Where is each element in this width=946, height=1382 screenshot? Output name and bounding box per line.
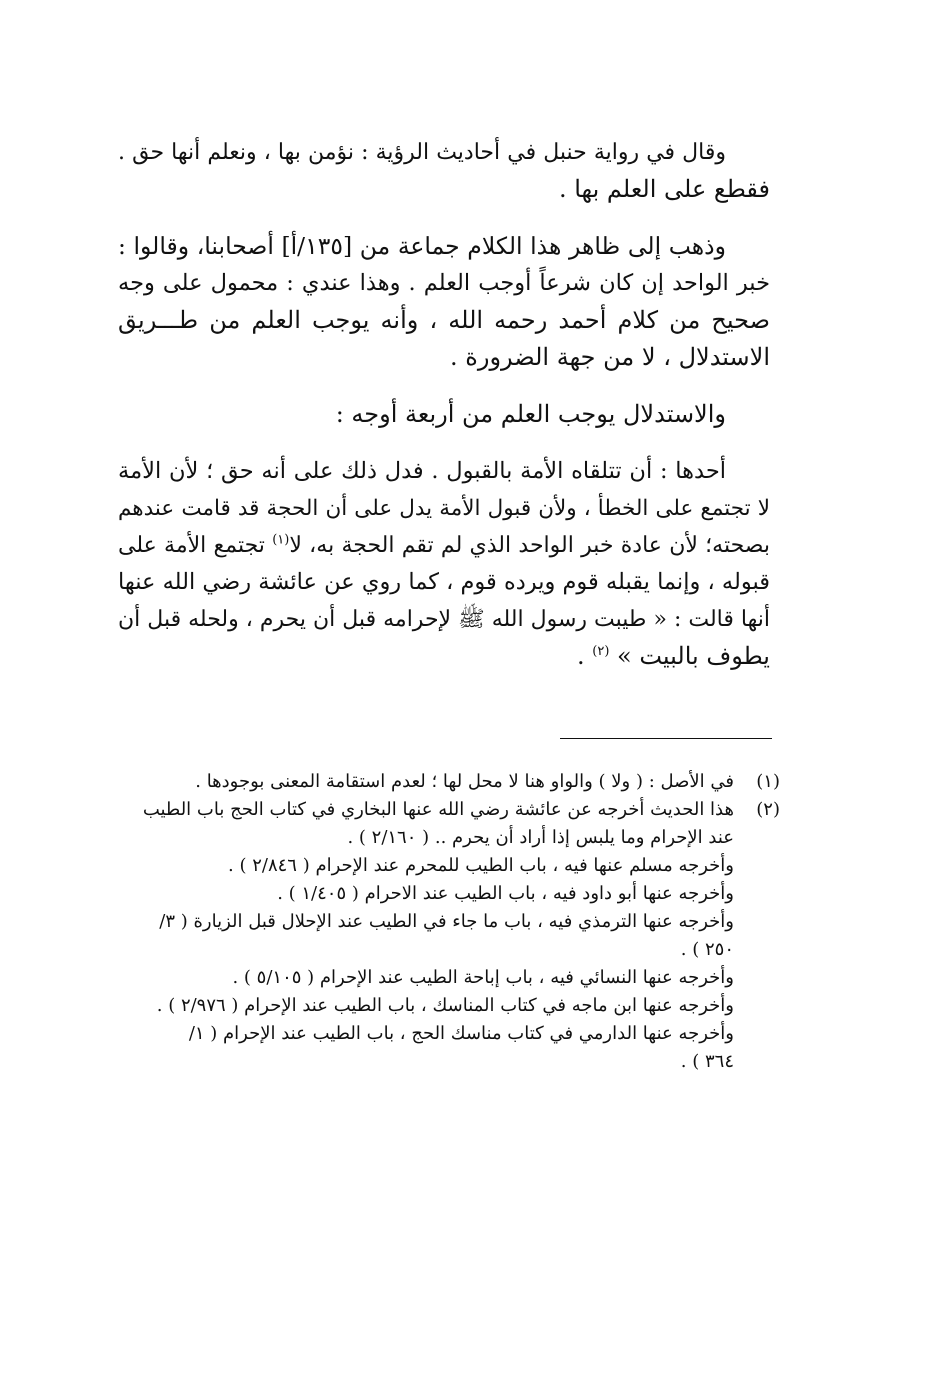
footnote-text: وأخرجه عنها أبو داود فيه ، باب الطيب عند الاحرام ( ١/٤٠٥ ) . xyxy=(277,883,734,904)
text-line: أحدها : أن تتلقاه الأمة بالقبول . فدل ذلك على أنه حق ؛ لأن الأمة xyxy=(118,458,726,484)
text-line: وقال في رواية حنبل في أحاديث الرؤية : نؤمن بها ، ونعلم أنها حق . xyxy=(118,140,726,165)
text-line: صحيح من كلام أحمد رحمه الله ، وأنه يوجب العلم من طـــريق xyxy=(118,306,770,334)
footnote-text: في الأصل : ( ولا ) والواو هنا لا محل لها ؛ لعدم استقامة المعنى بوجودها . xyxy=(195,771,734,792)
text-segment: تجتمع الأمة على xyxy=(118,533,265,558)
text-segment: بصحته؛ لأن عادة خبر الواحد الذي لم تقم الحجة به، لا xyxy=(289,533,770,558)
footnote-divider xyxy=(560,738,772,739)
footnote-text: وأخرجه عنها ابن ماجه في كتاب المناسك ، باب الطيب عند الإحرام ( ٢/٩٧٦ ) . xyxy=(156,995,734,1016)
footnote-text: هذا الحديث أخرجه عن عائشة رضي الله عنها البخاري في كتاب الحج باب الطيب xyxy=(142,799,734,820)
text-line: والاستدلال يوجب العلم من أربعة أوجه : xyxy=(335,400,726,428)
text-line: فقطع على العلم بها . xyxy=(558,175,770,203)
text-segment: يطوف بالبيت » xyxy=(617,642,770,670)
text-line: خبر الواحد إن كان شرعاً أوجب العلم . وهذا عندي : محمول على وجه xyxy=(118,270,770,296)
footnote-text: عند الإحرام وما يلبس إذا أراد أن يحرم .. ( ٢/١٦٠ ) . xyxy=(347,827,734,848)
footnote-2 xyxy=(130,796,780,824)
text-line: قبوله ، وإنما يقبله قوم ويرده قوم ، كما روي عن عائشة رضي الله عنها xyxy=(118,569,770,595)
footnote-ref-1: (١) xyxy=(272,532,290,548)
text-line xyxy=(118,527,770,564)
footnote-text: ٢٥٠ ) . xyxy=(680,939,734,960)
text-line: لا تجتمع على الخطأ ، ولأن قبول الأمة يدل على أن الحجة قد قامت عندهم xyxy=(118,496,770,521)
footnote-text: وأخرجه عنها الدارمي في كتاب مناسك الحج ، باب الطيب عند الإحرام ( ١/ xyxy=(188,1023,734,1044)
footnote-text: ٣٦٤ ) . xyxy=(680,1051,734,1072)
footnote-marker: (١) xyxy=(756,771,780,792)
main-text xyxy=(118,134,770,675)
text-line: أنها قالت : « طيبت رسول الله ﷺ لإحرامه قبل أن يحرم ، ولحله قبل أن xyxy=(118,607,770,632)
footnote-1 xyxy=(130,768,780,796)
text-line: وذهب إلى ظاهر هذا الكلام جماعة من [١٣٥/أ] أصحابنا، وقالوا : xyxy=(118,232,726,260)
text-line: الاستدلال ، لا من جهة الضرورة . xyxy=(450,343,770,371)
footnote-text: وأخرجه عنها الترمذي فيه ، باب ما جاء في الطيب عند الإحلال قبل الزيارة ( ٣/ xyxy=(159,911,734,932)
footnote-ref-2: (٢) xyxy=(592,644,610,659)
end-mark: . xyxy=(576,642,585,670)
footnote-text: وأخرجه عنها النسائي فيه ، باب إباحة الطيب عند الإحرام ( ٥/١٠٥ ) . xyxy=(232,967,734,988)
footnote-marker: (٢) xyxy=(756,799,780,820)
text-line xyxy=(118,638,770,675)
footnotes xyxy=(130,768,780,1076)
footnote-text: وأخرجه مسلم عنها فيه ، باب الطيب للمحرم عند الإحرام ( ٢/٨٤٦ ) . xyxy=(228,855,734,876)
